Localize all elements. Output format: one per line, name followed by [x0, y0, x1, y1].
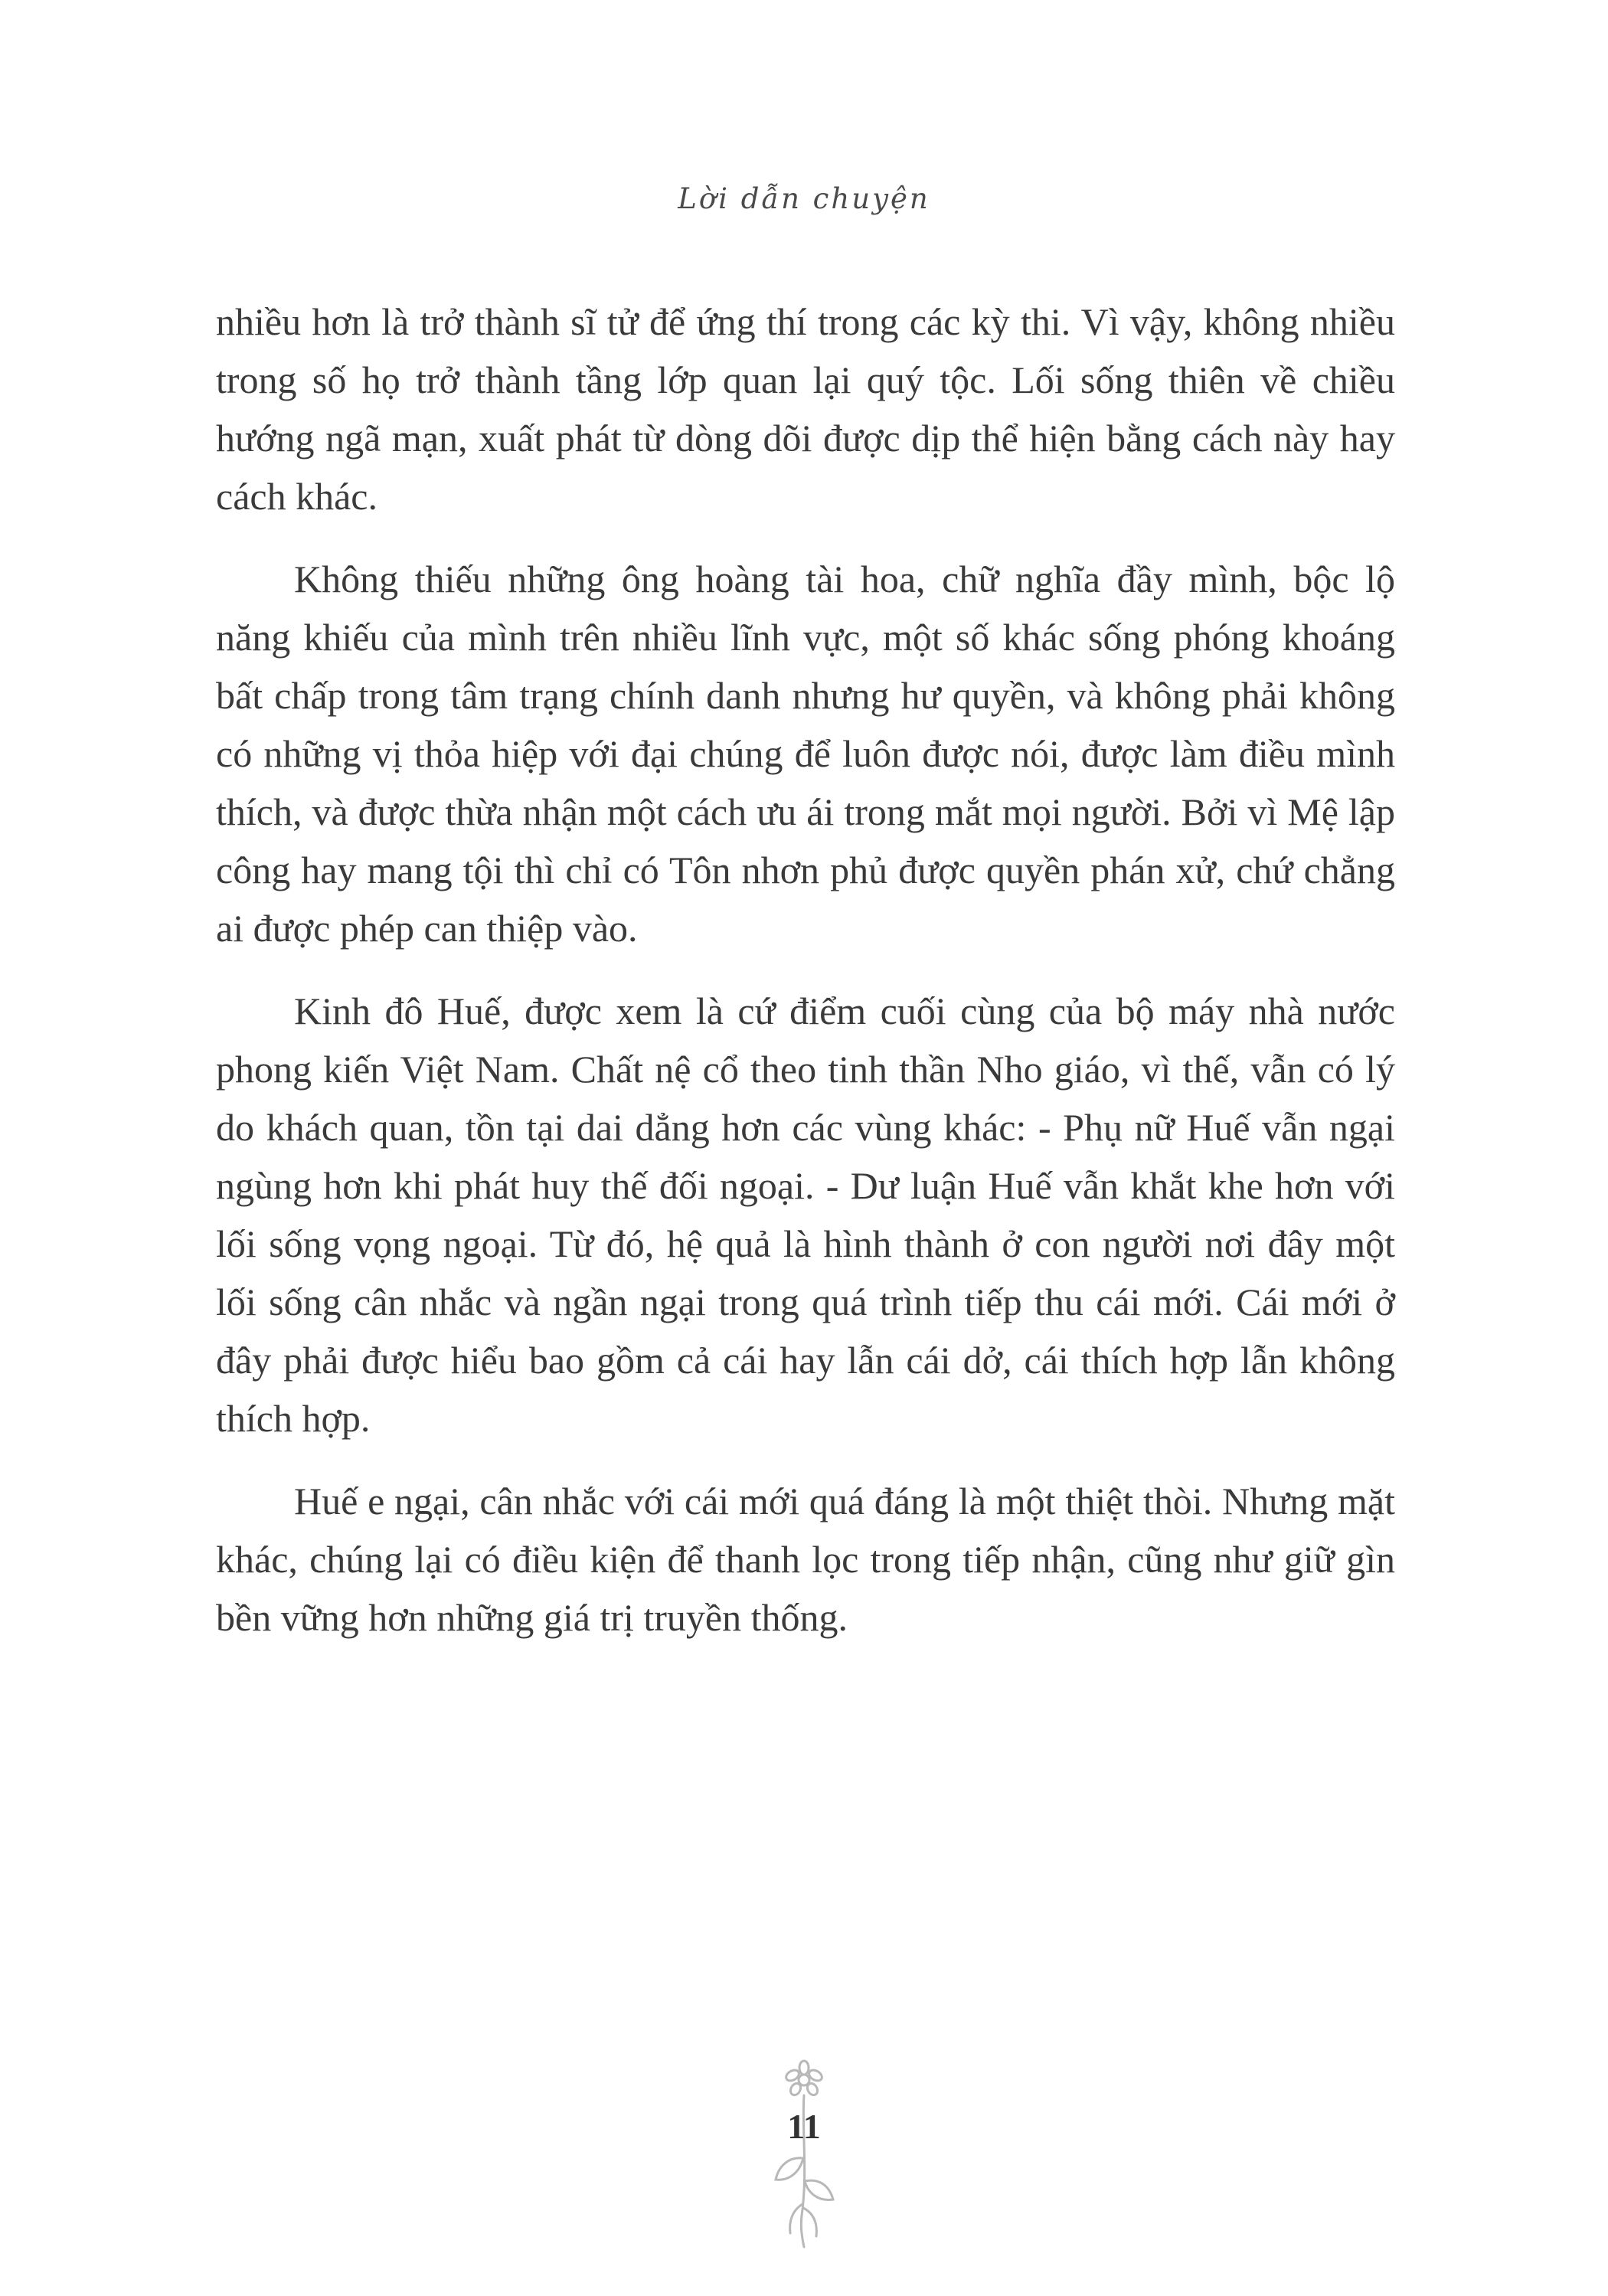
flower-ornament-icon	[747, 2059, 861, 2250]
body-paragraph: nhiều hơn là trở thành sĩ tử để ứng thí trong các kỳ thi. Vì vậy, không nhiều trong số họ trở thành tầng lớp quan lại quý tộc. Lối sống thiên về chiều hướng ngã mạn, xuất phát từ dòng dõi được dịp thể hiện bằng cách này hay cách khác.	[216, 300, 1395, 518]
body-paragraph: Huế e ngại, cân nhắc với cái mới quá đáng là một thiệt thòi. Nhưng mặt khác, chúng lại có điều kiện để thanh lọc trong tiếp nhận, cũng như giữ gìn bền vững hơn những giá trị truyền thống.	[216, 1480, 1395, 1639]
body-text	[216, 293, 1395, 1671]
page-footer	[0, 2059, 1608, 2254]
page-number: 11	[787, 2107, 821, 2146]
body-paragraph: Không thiếu những ông hoàng tài hoa, chữ nghĩa đầy mình, bộc lộ năng khiếu của mình trên nhiều lĩnh vực, một số khác sống phóng khoáng bất chấp trong tâm trạng chính danh nhưng hư quyền, và không phải không có những vị thỏa hiệp với đại chúng để luôn được nói, được làm điều mình thích, và được thừa nhận một cách ưu ái trong mắt mọi người. Bởi vì Mệ lập công hay mang tội thì chỉ có Tôn nhơn phủ được quyền phán xử, chứ chẳng ai được phép can thiệp vào.	[216, 558, 1395, 950]
chapter-running-header: Lời dẫn chuyện	[678, 182, 930, 215]
body-paragraph: Kinh đô Huế, được xem là cứ điểm cuối cùng của bộ máy nhà nước phong kiến Việt Nam. Chất nệ cổ theo tinh thần Nho giáo, vì thế, vẫn có lý do khách quan, tồn tại dai dẳng hơn các vùng khác: - Phụ nữ Huế vẫn ngại ngùng hơn khi phát huy thế đối ngoại. - Dư luận Huế vẫn khắt khe hơn với lối sống vọng ngoại. Từ đó, hệ quả là hình thành ở con người nơi đây một lối sống cân nhắc và ngần ngại trong quá trình tiếp thu cái mới. Cái mới ở đây phải được hiểu bao gồm cả cái hay lẫn cái dở, cái thích hợp lẫn không thích hợp.	[216, 989, 1395, 1440]
